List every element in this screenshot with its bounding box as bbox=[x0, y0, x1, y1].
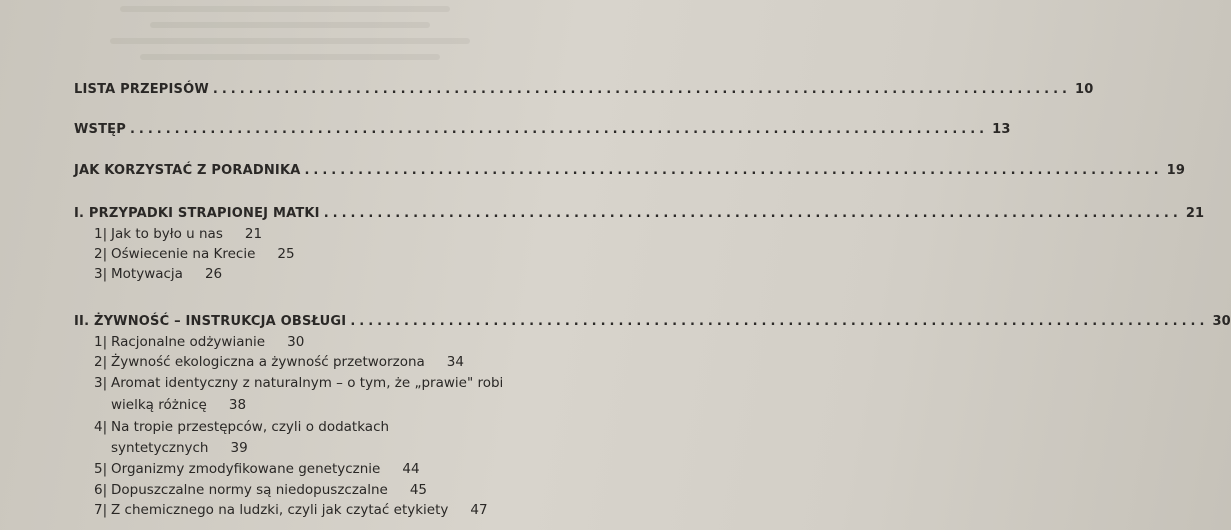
subentry-title-cont: wielką różnicę bbox=[111, 397, 207, 413]
toc-chapter-2[interactable] bbox=[74, 314, 1231, 329]
toc-entry-lista-przepisow[interactable] bbox=[74, 82, 1094, 97]
toc-entry-wstep[interactable] bbox=[74, 122, 1011, 137]
subentry-page: 47 bbox=[470, 502, 488, 518]
subentry-page: 30 bbox=[287, 334, 305, 350]
bleed-through-text bbox=[0, 0, 600, 70]
subentry-title: Motywacja bbox=[111, 266, 183, 282]
subentry-title: Aromat identyczny z naturalnym – o tym, że „prawie" robi bbox=[111, 375, 504, 391]
subentry-number: 3| bbox=[94, 375, 108, 391]
toc-subentry[interactable] bbox=[94, 246, 295, 262]
subentry-page: 44 bbox=[402, 461, 420, 477]
toc-entry-page: 13 bbox=[992, 122, 1011, 137]
subentry-number: 3| bbox=[94, 266, 108, 282]
subentry-title: Żywność ekologiczna a żywność przetworzona bbox=[111, 354, 425, 370]
subentry-title: Na tropie przestępców, czyli o dodatkach bbox=[111, 419, 390, 435]
subentry-number: 6| bbox=[94, 482, 108, 498]
subentry-page: 25 bbox=[277, 246, 295, 262]
toc-subentry[interactable] bbox=[94, 375, 503, 391]
subentry-title: Z chemicznego na ludzki, czyli jak czytać etykiety bbox=[111, 502, 449, 518]
toc-entry-title: JAK KORZYSTAĆ Z PORADNIKA bbox=[74, 163, 301, 178]
toc-subentry[interactable] bbox=[94, 354, 464, 370]
toc-entry-page: 21 bbox=[1185, 206, 1205, 221]
toc-entry-page: 10 bbox=[1075, 82, 1094, 97]
toc-entry-title: LISTA PRZEPISÓW bbox=[74, 82, 209, 97]
toc-chapter-1[interactable] bbox=[74, 206, 1205, 221]
toc-subentry[interactable] bbox=[94, 266, 222, 282]
toc-entry-page: 19 bbox=[1166, 163, 1186, 178]
toc-entry-jak-korzystac[interactable] bbox=[74, 163, 1186, 178]
subentry-number: 7| bbox=[94, 502, 108, 518]
toc-entry-title: I. PRZYPADKI STRAPIONEJ MATKI bbox=[74, 206, 320, 221]
toc-subentry-continuation[interactable] bbox=[111, 397, 246, 413]
subentry-number: 1| bbox=[94, 226, 108, 242]
subentry-title: Dopuszczalne normy są niedopuszczalne bbox=[111, 482, 388, 498]
subentry-page: 38 bbox=[228, 397, 247, 413]
toc-subentry[interactable] bbox=[94, 502, 488, 518]
subentry-number: 5| bbox=[94, 461, 108, 477]
toc-subentry[interactable] bbox=[94, 461, 420, 477]
toc-subentry[interactable] bbox=[94, 482, 427, 498]
leader-dots: ................................................................................................ bbox=[129, 122, 989, 137]
leader-dots: ................................................................................................ bbox=[323, 206, 1182, 221]
leader-dots: ................................................................................................ bbox=[350, 314, 1209, 329]
toc-entry-page: 30 bbox=[1212, 314, 1231, 329]
toc-entry-title: II. ŻYWNOŚĆ – INSTRUKCJA OBSŁUGI bbox=[74, 314, 347, 329]
toc-subentry-continuation[interactable] bbox=[111, 440, 248, 456]
subentry-number: 2| bbox=[94, 354, 108, 370]
subentry-page: 26 bbox=[204, 266, 223, 282]
subentry-number: 2| bbox=[94, 246, 108, 262]
subentry-title: Jak to było u nas bbox=[111, 226, 223, 242]
leader-dots: ................................................................................................ bbox=[212, 82, 1071, 97]
subentry-title: Oświecenie na Krecie bbox=[111, 246, 256, 262]
subentry-title-cont: syntetycznych bbox=[111, 440, 209, 456]
subentry-page: 21 bbox=[244, 226, 263, 242]
subentry-title: Racjonalne odżywianie bbox=[111, 334, 266, 350]
leader-dots: ................................................................................................ bbox=[304, 163, 1163, 178]
subentry-number: 4| bbox=[94, 419, 108, 435]
toc-subentry[interactable] bbox=[94, 226, 262, 242]
toc-entry-title: WSTĘP bbox=[74, 122, 126, 137]
subentry-page: 45 bbox=[409, 482, 428, 498]
subentry-number: 1| bbox=[94, 334, 108, 350]
toc-subentry[interactable] bbox=[94, 419, 389, 435]
toc-subentry[interactable] bbox=[94, 334, 304, 350]
subentry-page: 34 bbox=[446, 354, 464, 370]
subentry-title: Organizmy zmodyfikowane genetycznie bbox=[111, 461, 381, 477]
subentry-page: 39 bbox=[230, 440, 248, 456]
